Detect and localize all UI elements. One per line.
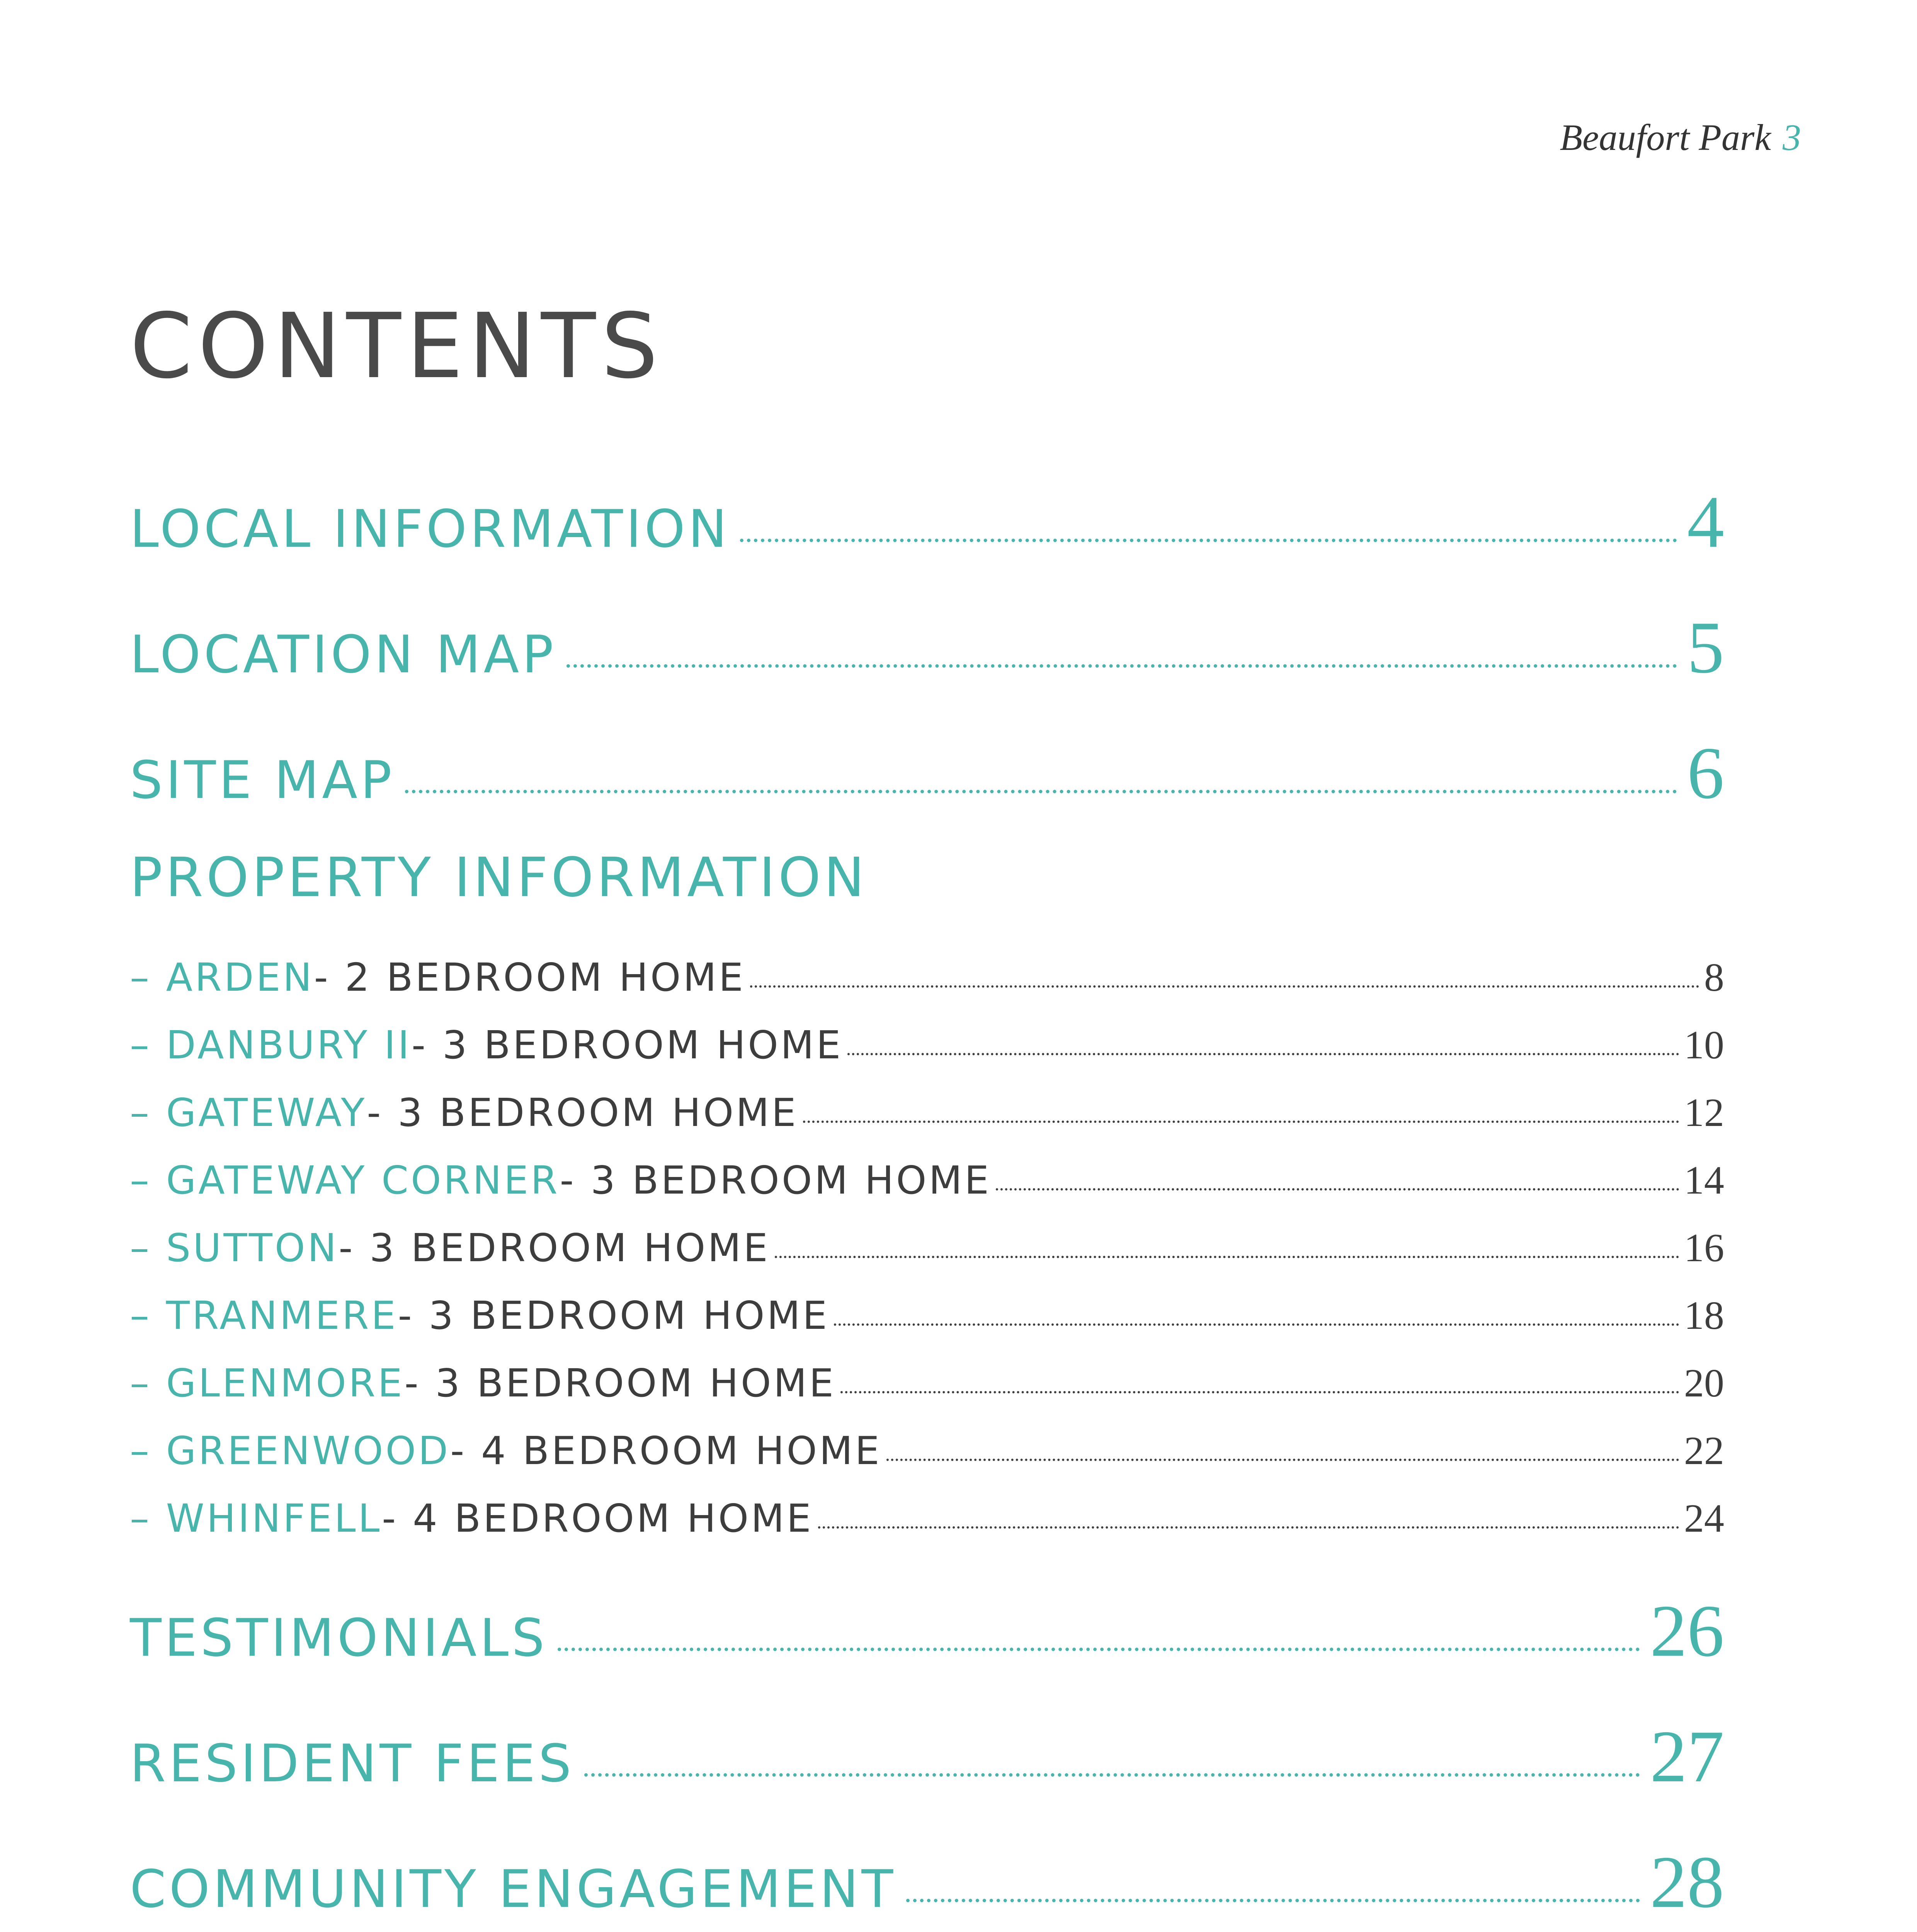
property-description: - 2 BEDROOM HOME bbox=[314, 955, 746, 1000]
dot-leader bbox=[803, 1121, 1679, 1123]
toc-subentry-greenwood[interactable] bbox=[130, 1428, 1724, 1474]
toc-entry-page: 6 bbox=[1687, 732, 1724, 814]
toc-entry-label: RESIDENT FEES bbox=[130, 1733, 575, 1794]
toc-entry-local-information[interactable] bbox=[130, 479, 1724, 565]
toc-subentry-gateway-corner[interactable] bbox=[130, 1157, 1724, 1203]
property-page: 20 bbox=[1684, 1361, 1724, 1405]
property-name: – GATEWAY CORNER bbox=[130, 1158, 560, 1203]
document-title: Beaufort Park bbox=[1560, 117, 1771, 158]
toc-entry-page: 27 bbox=[1650, 1715, 1724, 1798]
dot-leader bbox=[840, 1391, 1679, 1393]
property-description: - 4 BEDROOM HOME bbox=[450, 1428, 882, 1473]
property-name: – GLENMORE bbox=[130, 1361, 405, 1406]
toc-subentry-sutton[interactable] bbox=[130, 1225, 1724, 1271]
toc-entry-label: COMMUNITY ENGAGEMENT bbox=[130, 1859, 896, 1919]
property-name: – GREENWOOD bbox=[130, 1428, 451, 1473]
dot-leader bbox=[996, 1188, 1679, 1190]
page-header bbox=[1560, 116, 1801, 159]
page-number: 3 bbox=[1783, 117, 1801, 158]
dot-leader bbox=[405, 790, 1677, 793]
toc-entry-resident-fees[interactable] bbox=[130, 1714, 1724, 1799]
dot-leader bbox=[558, 1648, 1640, 1651]
property-description: - 3 BEDROOM HOME bbox=[338, 1225, 770, 1270]
toc-entry-location-map[interactable] bbox=[130, 605, 1724, 690]
toc-entry-page: 5 bbox=[1687, 606, 1724, 689]
property-page: 10 bbox=[1684, 1023, 1724, 1067]
toc-subentry-gateway[interactable] bbox=[130, 1090, 1724, 1136]
toc-entry-label: LOCAL INFORMATION bbox=[130, 499, 730, 559]
dot-leader bbox=[906, 1899, 1640, 1902]
toc-entry-label: LOCATION MAP bbox=[130, 624, 556, 685]
dot-leader bbox=[847, 1053, 1679, 1055]
property-page: 8 bbox=[1704, 955, 1724, 1000]
dot-leader bbox=[818, 1526, 1679, 1529]
section-heading-property-information: PROPERTY INFORMATION bbox=[130, 846, 867, 909]
toc-subentry-tranmere[interactable] bbox=[130, 1293, 1724, 1338]
property-description: - 3 BEDROOM HOME bbox=[404, 1361, 836, 1406]
property-name: – WHINFELL bbox=[130, 1496, 382, 1541]
property-description: - 3 BEDROOM HOME bbox=[560, 1158, 992, 1203]
toc-entry-testimonials[interactable] bbox=[130, 1588, 1724, 1673]
property-name: – DANBURY II bbox=[130, 1022, 412, 1068]
toc-subentry-whinfell[interactable] bbox=[130, 1495, 1724, 1541]
property-description: - 4 BEDROOM HOME bbox=[382, 1496, 813, 1541]
property-page: 14 bbox=[1684, 1158, 1724, 1202]
property-page: 18 bbox=[1684, 1293, 1724, 1338]
toc-subentry-danbury-ii[interactable] bbox=[130, 1022, 1724, 1068]
dot-leader bbox=[834, 1323, 1679, 1326]
page-title: CONTENTS bbox=[130, 294, 663, 398]
toc-entry-label: SITE MAP bbox=[130, 750, 395, 810]
property-page: 12 bbox=[1684, 1090, 1724, 1135]
toc-entry-community-engagement[interactable] bbox=[130, 1839, 1724, 1925]
property-name: – GATEWAY bbox=[130, 1090, 367, 1135]
property-name: – TRANMERE bbox=[130, 1293, 398, 1338]
property-page: 22 bbox=[1684, 1429, 1724, 1473]
toc-subentry-glenmore[interactable] bbox=[130, 1360, 1724, 1406]
property-name: – SUTTON bbox=[130, 1225, 339, 1270]
property-description: - 3 BEDROOM HOME bbox=[367, 1090, 798, 1135]
property-page: 24 bbox=[1684, 1496, 1724, 1541]
dot-leader bbox=[886, 1459, 1679, 1461]
property-name: – ARDEN bbox=[130, 955, 314, 1000]
dot-leader bbox=[566, 664, 1677, 668]
toc-entry-page: 26 bbox=[1650, 1590, 1724, 1672]
toc-subentry-arden[interactable] bbox=[130, 954, 1724, 1000]
toc-entry-page: 4 bbox=[1687, 481, 1724, 563]
toc-entry-page: 28 bbox=[1650, 1841, 1724, 1923]
toc-entry-label: TESTIMONIALS bbox=[130, 1608, 548, 1668]
toc-entry-site-map[interactable] bbox=[130, 730, 1724, 816]
dot-leader bbox=[584, 1773, 1640, 1777]
dot-leader bbox=[750, 985, 1699, 988]
dot-leader bbox=[740, 539, 1677, 542]
dot-leader bbox=[775, 1256, 1679, 1258]
property-page: 16 bbox=[1684, 1226, 1724, 1270]
property-description: - 3 BEDROOM HOME bbox=[398, 1293, 830, 1338]
property-description: - 3 BEDROOM HOME bbox=[411, 1022, 843, 1068]
